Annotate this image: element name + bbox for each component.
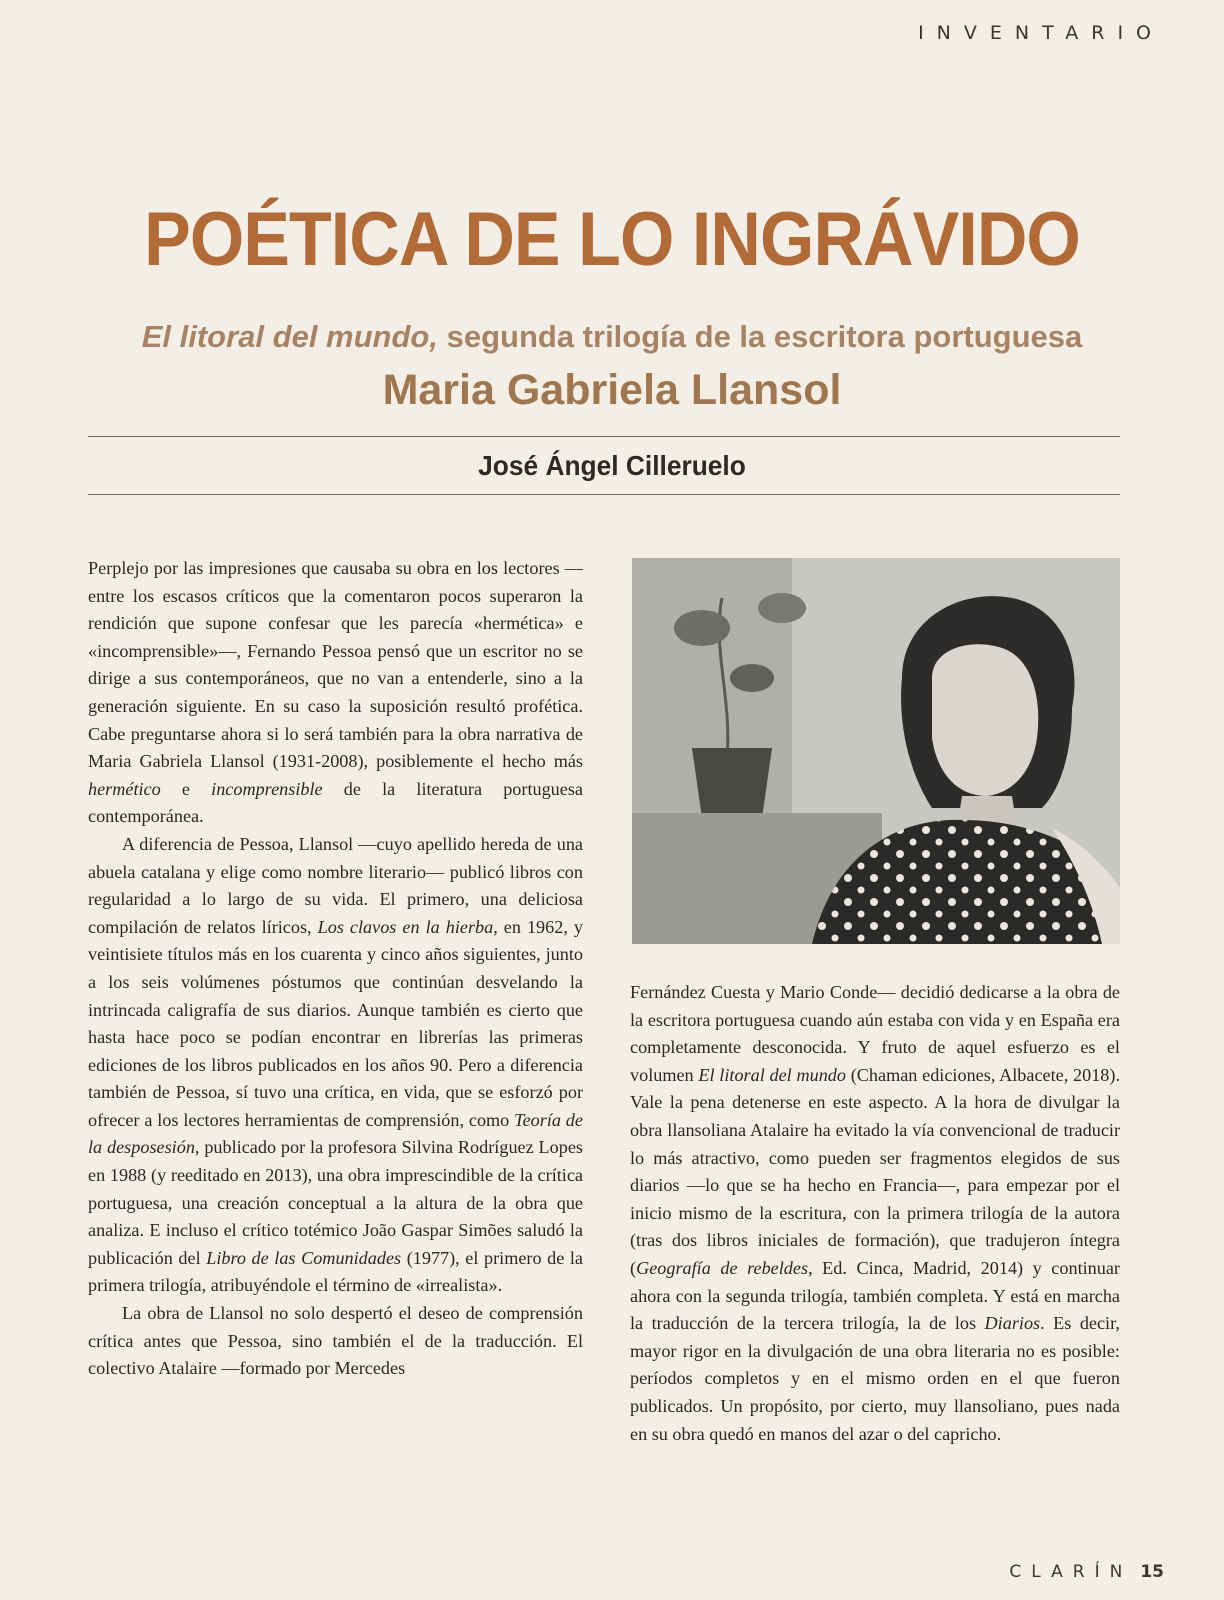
page-number: 15 xyxy=(1140,1562,1164,1582)
paragraph-4: Fernández Cuesta y Mario Conde— decidió dedicarse a la obra de la escritora portuguesa cuando aún estaba con vida y en España era completamente desconocida. Y fruto de aquel esfuerzo es el volumen El litoral del mundo (Chaman ediciones, Albacete, 2018). Vale la pena detenerse en este aspecto. A la hora de divulgar la obra llansoliana Atalaire ha evitado la vía convencional de traducir lo más atractivo, como pueden ser fragmentos elegidos de sus diarios —lo que se ha hecho en Francia—, para empezar por el inicio mismo de la escritura, con la primera trilogía de la autora (tras dos libros iniciales de formación), que tradujeron íntegra (Geografía de rebeldes, Ed. Cinca, Madrid, 2014) y continuar ahora con la segunda trilogía, también completa. Y está en marcha la traducción de la tercera trilogía, la de los Diarios. Es decir, mayor rigor en la divulgación de una obra literaria no es posible: períodos completos y en el mismo orden en el que fueron publicados. Un propósito, por cierto, muy llansoliano, pues nada en su obra quedó en manos del azar o del capricho. xyxy=(630,982,1120,1444)
byline-author: José Ángel Cilleruelo xyxy=(478,450,746,481)
portrait-photo xyxy=(632,558,1120,944)
article-title: POÉTICA DE LO INGRÁVIDO xyxy=(144,197,1080,282)
paragraph-2: A diferencia de Pessoa, Llansol —cuyo apellido hereda de una abuela catalana y elige como nombre literario— publicó libros con regularidad a lo largo de su vida. El primero, una deliciosa compilación de relatos líricos, Los clavos en la hierba, en 1962, y veintisiete títulos más en los cuarenta y cinco años siguientes, junto a los seis volúmenes póstumos que continúan desvelando la intrincada caligrafía de sus diarios. Aunque también es cierto que hasta hace poco se podían encontrar en librerías las primeras ediciones de los libros publicados en los años 90. Pero a diferencia también de Pessoa, sí tuvo una crítica, en vida, que se esforzó por ofrecer a los lectores herramientas de comprensión, como Teoría de la desposesión, publicado por la profesora Silvina Rodríguez Lopes en 1988 (y reeditado en 2013), una obra imprescindible de la crítica portuguesa, una creación conceptual a la altura de la obra que analiza. E incluso el crítico totémico João Gaspar Simões saludó la publicación del Libro de las Comunidades (1977), el primero de la primera trilogía, atribuyéndole el término de «irrealista». xyxy=(88,833,584,1296)
section-label: INVENTARIO xyxy=(918,22,1164,44)
paragraph-3: La obra de Llansol no solo despertó el deseo de comprensión crítica antes que Pessoa, sino también el de la traducción. El colectivo Atalaire —formado por Mercedes xyxy=(88,1303,583,1379)
magazine-name: CLARÍN xyxy=(1009,1562,1133,1582)
paragraph-1: Perplejo por las impresiones que causaba su obra en los lectores —entre los escasos críticos que la comentaron pocos superaron la rendición que supone confesar que les parecía «hermética» e «incomprensible»—, Fernando Pessoa pensó que un escritor no se dirige a sus contemporáneos, que no van a entenderle, sino a la generación siguiente. En su caso la suposición resultó profética. Cabe preguntarse ahora si lo será también para la obra narrativa de Maria Gabriela Llansol (1931-2008), posiblemente el hecho más hermético e incomprensible de la literatura portuguesa contemporánea. xyxy=(88,558,583,827)
article-subtitle xyxy=(0,314,1224,420)
byline-rule-top xyxy=(88,436,1120,437)
subtitle-text: segunda trilogía de la escritora portuguesa xyxy=(437,319,1083,354)
subtitle-book-title: El litoral del mundo, xyxy=(141,319,438,354)
page-footer xyxy=(1009,1562,1164,1582)
portrait-photo-icon xyxy=(632,558,1120,944)
body-column-left xyxy=(88,555,583,1383)
subtitle-author-name: Maria Gabriela Llansol xyxy=(382,366,842,414)
body-column-right xyxy=(630,979,1120,1448)
byline-rule-bottom xyxy=(88,494,1120,495)
